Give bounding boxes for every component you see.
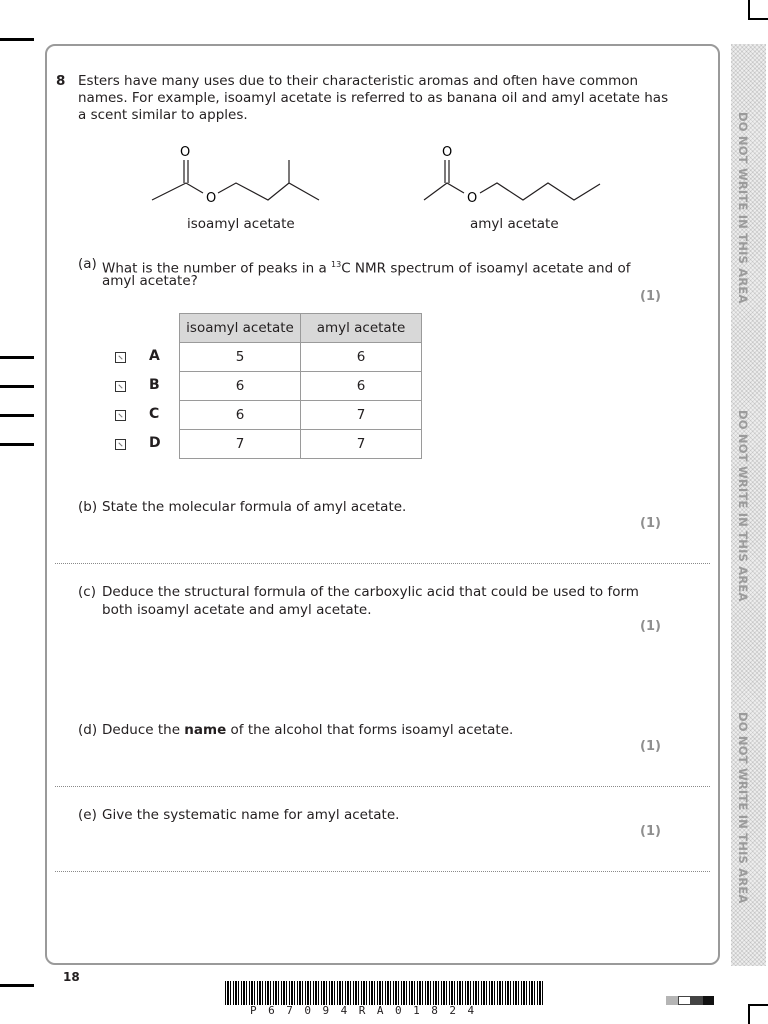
double-bond: [184, 160, 188, 183]
swatch: [691, 996, 703, 1005]
option-label: B: [149, 377, 160, 393]
intro-line: Esters have many uses due to their characteristic aromas and often have common: [78, 73, 639, 89]
double-bond: [445, 160, 449, 183]
nmr-options-table: [179, 313, 422, 459]
table-cell: 7: [180, 430, 301, 459]
table-cell: 6: [301, 343, 422, 372]
swatch: [666, 996, 678, 1005]
part-d-emphasis: name: [184, 722, 227, 738]
option-b-checkbox[interactable]: [115, 381, 126, 392]
swatch: [678, 996, 692, 1005]
table-cell: 7: [301, 401, 422, 430]
crop-mark: [748, 1004, 768, 1006]
part-d-text: of the alcohol that forms isoamyl acetate.: [226, 722, 514, 738]
intro-line: names. For example, isoamyl acetate is referred to as banana oil and amyl acetate has: [78, 90, 669, 106]
table-header: isoamyl acetate: [180, 314, 301, 343]
option-label: D: [149, 435, 161, 451]
registration-tick: [0, 414, 34, 417]
part-label: (d): [78, 722, 98, 738]
table-row: [180, 401, 422, 430]
marks-indicator: (1): [640, 824, 661, 839]
registration-tick: [0, 984, 34, 987]
skeletal-structures: [0, 0, 768, 240]
swatch: [703, 996, 715, 1005]
part-a-question: amyl acetate?: [102, 273, 198, 289]
table-cell: 6: [301, 372, 422, 401]
registration-tick: [0, 443, 34, 446]
oxygen-atom: O: [206, 191, 217, 206]
part-label: (c): [78, 584, 96, 600]
margin-warning: DO NOT WRITE IN THIS AREA: [736, 712, 750, 904]
bond-line: [152, 160, 319, 200]
table-row: [180, 430, 422, 459]
oxygen-atom: O: [180, 145, 191, 160]
margin-warning: DO NOT WRITE IN THIS AREA: [736, 410, 750, 602]
option-d-checkbox[interactable]: [115, 439, 126, 450]
table-header-row: [180, 314, 422, 343]
part-e-question: Give the systematic name for amyl acetate.: [102, 807, 400, 823]
isotope-superscript: 13: [331, 260, 342, 269]
question-number: 8: [56, 73, 66, 89]
table-cell: 7: [301, 430, 422, 459]
table-row: [180, 343, 422, 372]
bond-line: [424, 183, 600, 200]
marks-indicator: (1): [640, 516, 661, 531]
part-a-text: What is the number of peaks in a: [102, 260, 332, 277]
oxygen-atom: O: [442, 145, 453, 160]
part-a-text: C NMR spectrum of isoamyl acetate and of: [341, 260, 631, 277]
barcode-number: P67094RA01824: [250, 1004, 486, 1017]
part-label: (e): [78, 807, 97, 823]
part-label: (b): [78, 499, 98, 515]
barcode: [225, 981, 545, 1005]
structure-label: isoamyl acetate: [187, 216, 295, 232]
part-label: (a): [78, 256, 97, 272]
marks-indicator: (1): [640, 619, 661, 634]
table-cell: 5: [180, 343, 301, 372]
part-c-question: Deduce the structural formula of the carboxylic acid that could be used to form: [102, 584, 639, 600]
registration-tick: [0, 356, 34, 359]
answer-line[interactable]: [55, 563, 710, 564]
table-cell: 6: [180, 401, 301, 430]
registration-swatches: [666, 996, 714, 1005]
option-label: C: [149, 406, 160, 422]
table-header: amyl acetate: [301, 314, 422, 343]
page-number: 18: [63, 970, 80, 984]
option-a-checkbox[interactable]: [115, 352, 126, 363]
structure-label: amyl acetate: [470, 216, 559, 232]
margin-warning: DO NOT WRITE IN THIS AREA: [736, 112, 750, 304]
part-c-question: both isoamyl acetate and amyl acetate.: [102, 602, 372, 618]
part-d-question: [102, 722, 513, 739]
option-label: A: [149, 348, 160, 364]
marks-indicator: (1): [640, 739, 661, 754]
part-b-question: State the molecular formula of amyl acetate.: [102, 499, 407, 515]
answer-space[interactable]: [78, 640, 678, 710]
marks-indicator: (1): [640, 289, 661, 304]
answer-line[interactable]: [55, 871, 710, 872]
oxygen-atom: O: [467, 191, 478, 206]
intro-line: a scent similar to apples.: [78, 107, 248, 123]
table-cell: 6: [180, 372, 301, 401]
table-row: [180, 372, 422, 401]
part-d-text: Deduce the: [102, 722, 185, 738]
crop-mark: [748, 1004, 750, 1024]
registration-tick: [0, 385, 34, 388]
answer-line[interactable]: [55, 786, 710, 787]
option-c-checkbox[interactable]: [115, 410, 126, 421]
